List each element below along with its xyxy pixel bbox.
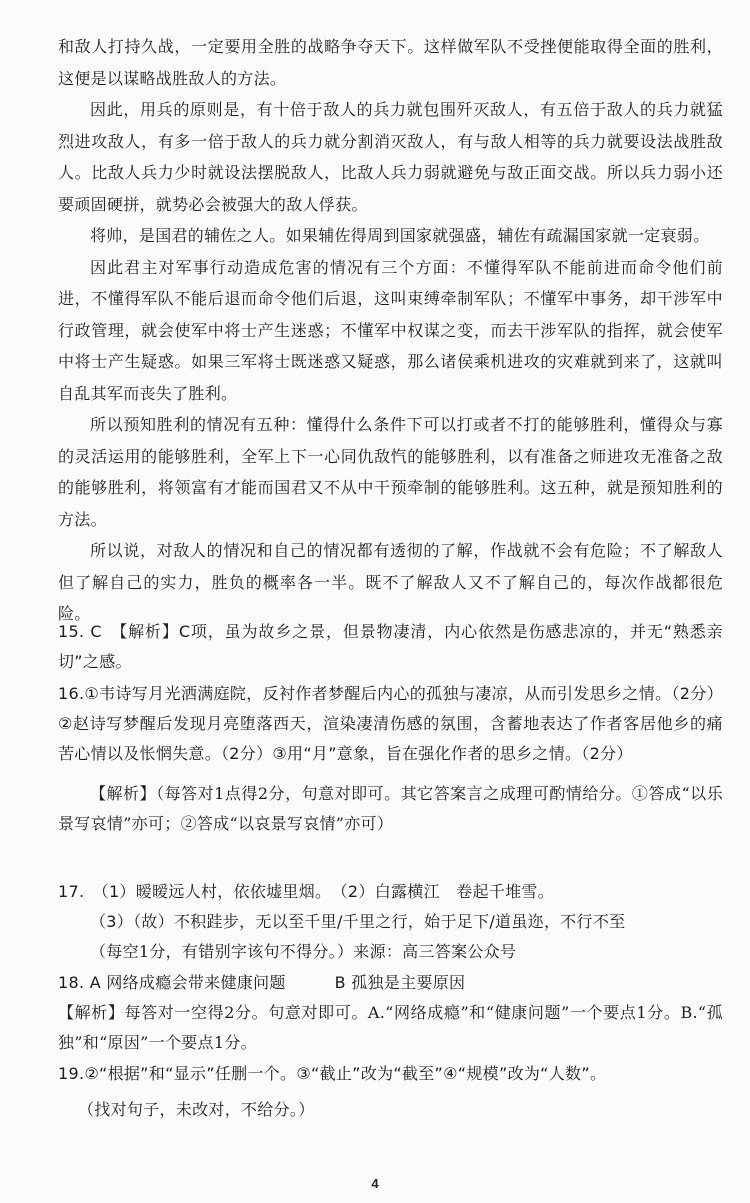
classical-translation-section [58, 31, 723, 630]
answer-17-line-2: （3）（故）不积跬步，无以至千里/千里之行，始于足下/道虽迩，不行不至 [90, 912, 626, 931]
answer-15 [58, 617, 723, 677]
answer-18 [58, 968, 723, 1058]
translation-paragraph-2: 因此，用兵的原则是，有十倍于敌人的兵力就包围歼灭敌人，有五倍于敌人的兵力就猛烈进攻敌人，有多一倍于敌人的兵力就分割消灭敌人，有与敌人相等的兵力就要设法战胜敌人。比敌人兵力少时就设法摆脱敌人，比敌人兵力弱就避免与敌正面交战。所以兵力弱小还要顽固硬拼，就势必会被强大的敌人俘获。 [58, 100, 723, 214]
answer-18-note: 【解析】每答对一空得2分。句意对即可。A.“网络成瘾”和“健康问题”一个要点1分。B.“孤独”和“原因”一个要点1分。 [58, 1003, 723, 1052]
answer-16 [58, 679, 723, 839]
answer-16-note: 【解析】（每答对1点得2分，句意对即可。其它答案言之成理可酌情给分。①答成“以乐景写哀情”亦可；②答成“以哀景写哀情”亦可） [58, 784, 723, 833]
answer-17-line-3: （每空1分，有错别字该句不得分。）来源：高三答案公众号 [90, 942, 517, 961]
answer-17-line-1: 17. （1）暧暧远人村，依依墟里烟。 （2）白露横江 卷起千堆雪。 [58, 882, 555, 901]
answer-19-text: 19.②“根据”和“显示”任删一个。③“截止”改为“截至”④“规模”改为“人数”。 [58, 1064, 607, 1083]
answer-19-note: （找对句子，未改对，不给分。） [78, 1100, 315, 1119]
translation-paragraph-1: 和敌人打持久战，一定要用全胜的战略争夺天下。这样做军队不受挫便能取得全面的胜利，这便是以谋略战胜敌人的方法。 [58, 37, 723, 88]
answer-15-text: 15. C 【解析】C项，虽为故乡之景，但景物凄清，内心依然是伤感悲凉的，并无“熟悉亲切”之感。 [58, 622, 723, 671]
translation-paragraph-5: 所以预知胜利的情况有五种：懂得什么条件下可以打或者不打的能够胜利，懂得众与寡的灵活运用的能够胜利，全军上下一心同仇敌忾的能够胜利，以有准备之师进攻无准备之敌的能够胜利，将领富有才能而国君又不从中干预牵制的能够胜利。这五种，就是预知胜利的方法。 [58, 415, 723, 529]
answer-16-text: 16.①韦诗写月光洒满庭院，反衬作者梦醒后内心的孤独与凄凉，从而引发思乡之情。（2分）②赵诗写梦醒后发现月亮堕落西天，渲染凄清伤感的氛围，含蓄地表达了作者客居他乡的痛苦心情以及怅惘失意。（2分）③用“月”意象，旨在强化作者的思乡之情。（2分） [58, 684, 723, 763]
answer-17 [58, 877, 723, 967]
answer-18-text: 18. A 网络成瘾会带来健康问题 B 孤独是主要原因 [58, 973, 466, 992]
translation-paragraph-4: 因此君主对军事行动造成危害的情况有三个方面：不懂得军队不能前进而命令他们前进，不懂得军队不能后退而命令他们后退，这叫束缚牵制军队；不懂军中事务，却干涉军中行政管理，就会使军中将士产生迷惑；不懂军中权谋之变，而去干涉军队的指挥，就会使军中将士产生疑惑。如果三军将士既迷惑又疑惑，那么诸侯乘机进攻的灾难就到来了，这就叫自乱其军而丧失了胜利。 [58, 257, 723, 403]
translation-paragraph-6: 所以说，对敌人的情况和自己的情况都有透彻的了解，作战就不会有危险；不了解敌人但了解自己的实力，胜负的概率各一半。既不了解敌人又不了解自己的，每次作战都很危险。 [58, 541, 723, 623]
translation-paragraph-3: 将帅，是国君的辅佐之人。如果辅佐得周到国家就强盛，辅佐有疏漏国家就一定衰弱。 [90, 226, 710, 245]
page-number: 4 [371, 1176, 379, 1191]
answer-19 [58, 1059, 723, 1125]
